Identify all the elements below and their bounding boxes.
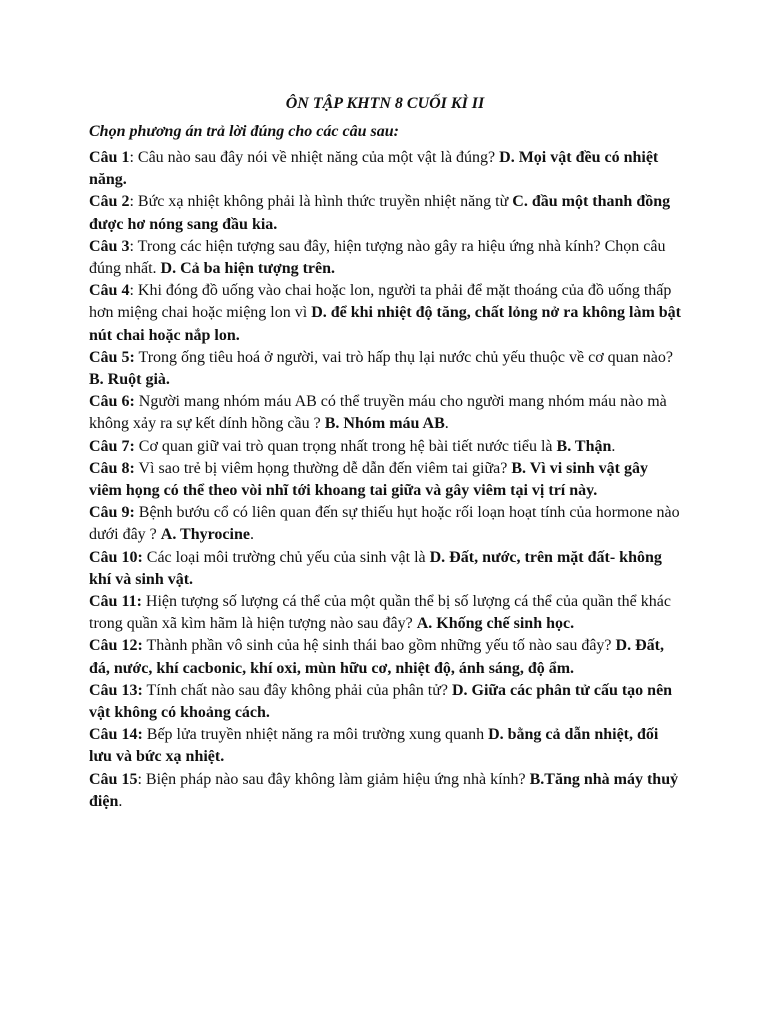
question-separator: : xyxy=(137,770,146,788)
question-label: Câu 7: xyxy=(89,437,135,455)
question-answer: D. Đất, nước, trên mặt đất- không khí và sinh vật. xyxy=(89,548,662,588)
question-text: Bệnh bướu cổ có liên quan đến sự thiếu hụt hoặc rối loạn hoạt tính của hormone nào dưới đây ? xyxy=(89,504,680,544)
question-tail: . xyxy=(611,437,616,455)
question-text: Cơ quan giữ vai trò quan trọng nhất trong hệ bài tiết nước tiểu là xyxy=(138,437,557,455)
question-text: Hiện tượng số lượng cá thể của một quần thể bị số lượng cá thể của quần thể khác trong quần xã kìm hãm là hiện tượng nào sau đây? xyxy=(89,593,671,633)
question-separator: : xyxy=(129,149,138,166)
question-answer: B. Nhóm máu AB xyxy=(324,415,445,433)
document-title: ÔN TẬP KHTN 8 CUỐI KÌ II xyxy=(285,95,485,112)
question-tail: . xyxy=(118,792,123,810)
question-separator: : xyxy=(129,193,138,211)
question-label: Câu 15 xyxy=(89,770,138,788)
question-answer: B.Tăng nhà máy thuỷ điện xyxy=(89,770,679,810)
question-14 xyxy=(89,724,681,768)
question-answer: D. Giữa các phân tử cấu tạo nên vật không có khoảng cách. xyxy=(89,681,673,722)
question-separator: : xyxy=(129,237,138,255)
question-text: Người mang nhóm máu AB có thể truyền máu cho người mang nhóm máu nào mà không xảy ra sự kết dính hồng cầu ? xyxy=(89,393,667,433)
question-label: Câu 11: xyxy=(89,593,142,611)
question-label: Câu 1 xyxy=(89,149,130,166)
question-list xyxy=(89,147,681,813)
question-3 xyxy=(89,236,681,280)
question-2 xyxy=(89,191,681,235)
question-label: Câu 4 xyxy=(89,282,130,300)
question-9 xyxy=(89,502,681,546)
question-answer: C. đầu một thanh đồng được hơ nóng sang đầu kia. xyxy=(89,193,671,233)
question-label: Câu 12: xyxy=(89,637,143,655)
question-label: Câu 5: xyxy=(89,348,135,366)
question-8 xyxy=(89,458,681,502)
document-content xyxy=(89,92,681,813)
question-label: Câu 10: xyxy=(89,548,143,566)
question-6 xyxy=(89,391,681,435)
question-text: Thành phần vô sinh của hệ sinh thái bao gồm những yếu tố nào sau đây? xyxy=(146,637,616,655)
question-7 xyxy=(89,436,681,458)
question-label: Câu 13: xyxy=(89,681,143,699)
question-13 xyxy=(89,680,681,724)
question-15 xyxy=(89,769,681,813)
question-4 xyxy=(89,280,681,347)
question-label: Câu 2 xyxy=(89,193,130,211)
question-11 xyxy=(89,591,681,635)
question-answer: B. Thận xyxy=(556,437,612,455)
question-5 xyxy=(89,347,681,391)
question-text: Bức xạ nhiệt không phải là hình thức truyền nhiệt năng từ xyxy=(137,193,513,211)
question-answer: D. để khi nhiệt độ tăng, chất lỏng nở ra không làm bật nút chai hoặc nắp lon. xyxy=(89,304,682,344)
question-answer: D. Mọi vật đều có nhiệt năng. xyxy=(89,149,659,189)
question-answer: D. Đất, đá, nước, khí cacbonic, khí oxi, mùn hữu cơ, nhiệt độ, ánh sáng, độ ẩm. xyxy=(89,637,664,677)
document-instruction: Chọn phương án trả lời đúng cho các câu sau: xyxy=(89,123,399,140)
question-label: Câu 8: xyxy=(89,459,135,477)
question-answer: B. Vì vi sinh vật gây viêm họng có thể theo vòi nhĩ tới khoang tai giữa và gây viêm tại vị trí này. xyxy=(89,459,648,500)
question-text: Bếp lửa truyền nhiệt năng ra môi trường xung quanh xyxy=(146,726,489,744)
question-label: Câu 3 xyxy=(89,237,130,255)
question-separator: : xyxy=(129,282,138,300)
question-text: Các loại môi trường chủ yếu của sinh vật là xyxy=(146,548,430,566)
question-tail: . xyxy=(249,526,254,544)
question-text: Biện pháp nào sau đây không làm giảm hiệu ứng nhà kính? xyxy=(145,770,530,788)
question-answer: A. Khống chế sinh học. xyxy=(416,615,575,633)
question-text: Trong các hiện tượng sau đây, hiện tượng nào gây ra hiệu ứng nhà kính? Chọn câu đúng nhất. xyxy=(89,237,666,278)
question-label: Câu 6: xyxy=(89,393,135,411)
question-10 xyxy=(89,547,681,591)
question-text: Trong ống tiêu hoá ở người, vai trò hấp thụ lại nước chủ yếu thuộc về cơ quan nào? xyxy=(138,348,673,366)
question-answer: A. Thyrocine xyxy=(160,526,250,544)
question-text: Câu nào sau đây nói về nhiệt năng của một vật là đúng? xyxy=(137,149,500,166)
question-label: Câu 9: xyxy=(89,504,135,522)
question-label: Câu 14: xyxy=(89,726,143,744)
question-text: Khi đóng đồ uống vào chai hoặc lon, người ta phải để mặt thoáng của đồ uống thấp hơn miệng chai hoặc miệng lon vì xyxy=(89,282,672,322)
question-text: Vì sao trẻ bị viêm họng thường dễ dẫn đến viêm tai giữa? xyxy=(138,459,512,477)
question-12 xyxy=(89,635,681,679)
question-1 xyxy=(89,147,681,191)
question-tail: . xyxy=(444,415,449,433)
question-text: Tính chất nào sau đây không phải của phân tử? xyxy=(146,681,452,699)
question-answer: B. Ruột già. xyxy=(89,371,170,389)
question-answer: D. Cả ba hiện tượng trên. xyxy=(160,260,336,278)
question-answer: D. bằng cả dẫn nhiệt, đối lưu và bức xạ nhiệt. xyxy=(89,726,659,766)
